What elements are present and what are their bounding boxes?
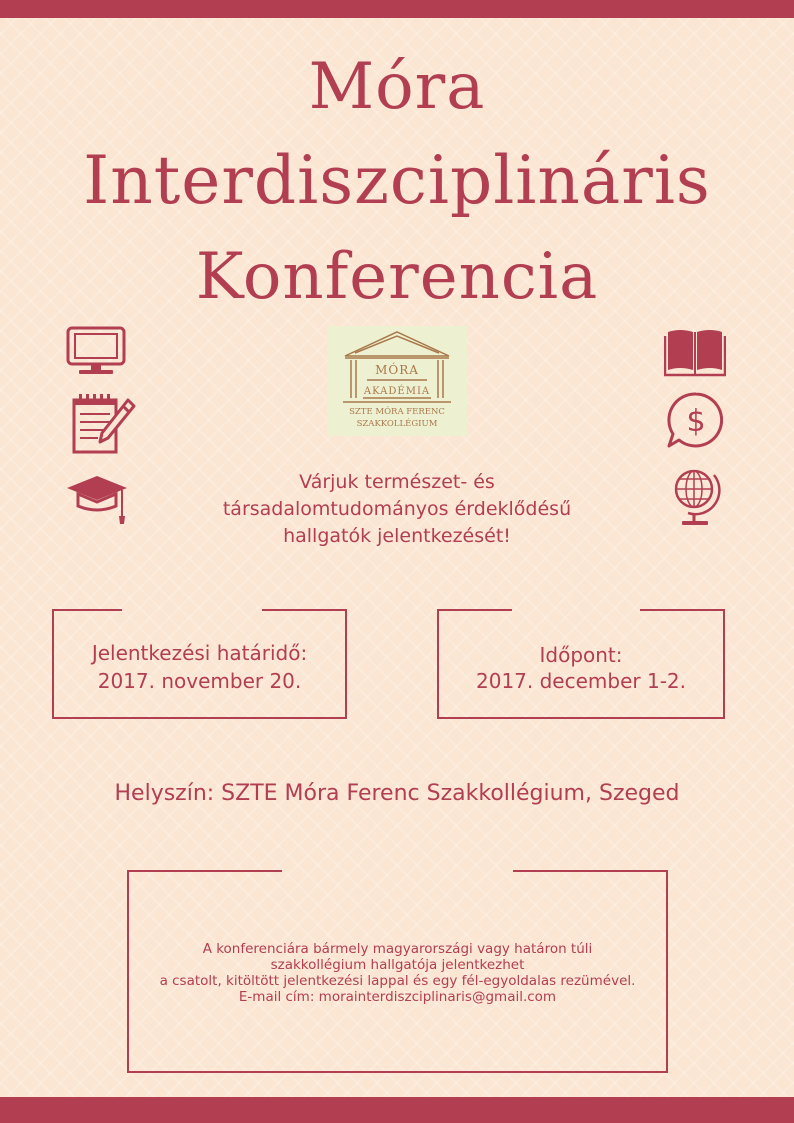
info-line-3: a csatolt, kitöltött jelentkezési lappal és egy fél-egyoldalas rezümével. — [159, 973, 636, 989]
event-date-value: 2017. december 1-2. — [476, 669, 686, 693]
bottom-bar — [0, 1097, 794, 1123]
event-date-label: Időpont: — [539, 643, 623, 667]
notepad-pencil-icon — [70, 392, 136, 456]
deadline-value: 2017. november 20. — [97, 669, 302, 693]
intro-line-2: társadalomtudományos érdeklődésű — [222, 498, 572, 520]
box-border-segment — [262, 609, 347, 611]
box-border-segment — [513, 870, 668, 872]
deadline-box — [52, 609, 347, 719]
box-border-segment — [127, 870, 282, 872]
box-border-segment — [437, 609, 512, 611]
mora-akademia-logo — [327, 326, 467, 436]
box-border-segment — [640, 609, 725, 611]
title-line-3: Konferencia — [195, 240, 599, 314]
info-line-2: szakkollégium hallgatója jelentkezhet — [270, 957, 525, 973]
graduation-cap-icon — [64, 472, 130, 530]
globe-icon — [668, 465, 724, 529]
intro-line-1: Várjuk természet- és — [299, 471, 495, 493]
deadline-label: Jelentkezési határidő: — [91, 641, 308, 665]
info-box — [127, 870, 668, 1073]
top-bar — [0, 0, 794, 18]
box-border-segment — [52, 609, 122, 611]
logo-text-akademia: AKADÉMIA — [363, 386, 431, 397]
info-line-1: A konferenciára bármely magyarországi vagy határon túli — [202, 941, 593, 957]
open-book-icon — [664, 326, 726, 378]
title-line-2: Interdiszciplináris — [83, 142, 711, 219]
monitor-icon — [65, 325, 127, 377]
dollar-speech-icon — [665, 390, 727, 450]
info-email: E-mail cím: morainterdiszciplinaris@gmail.com — [238, 989, 557, 1005]
event-date-box — [437, 609, 725, 719]
intro-line-3: hallgatók jelentkezését! — [283, 525, 511, 547]
title-line-1: Móra — [308, 50, 486, 124]
svg-text:$: $ — [686, 404, 706, 439]
venue-text: Helyszín: SZTE Móra Ferenc Szakkollégium, Szeged — [114, 781, 680, 806]
logo-text-szakkollegium: SZAKKOLLÉGIUM — [356, 419, 438, 429]
logo-text-szte: SZTE MÓRA FERENC — [349, 407, 445, 417]
logo-text-mora: MÓRA — [375, 363, 419, 377]
